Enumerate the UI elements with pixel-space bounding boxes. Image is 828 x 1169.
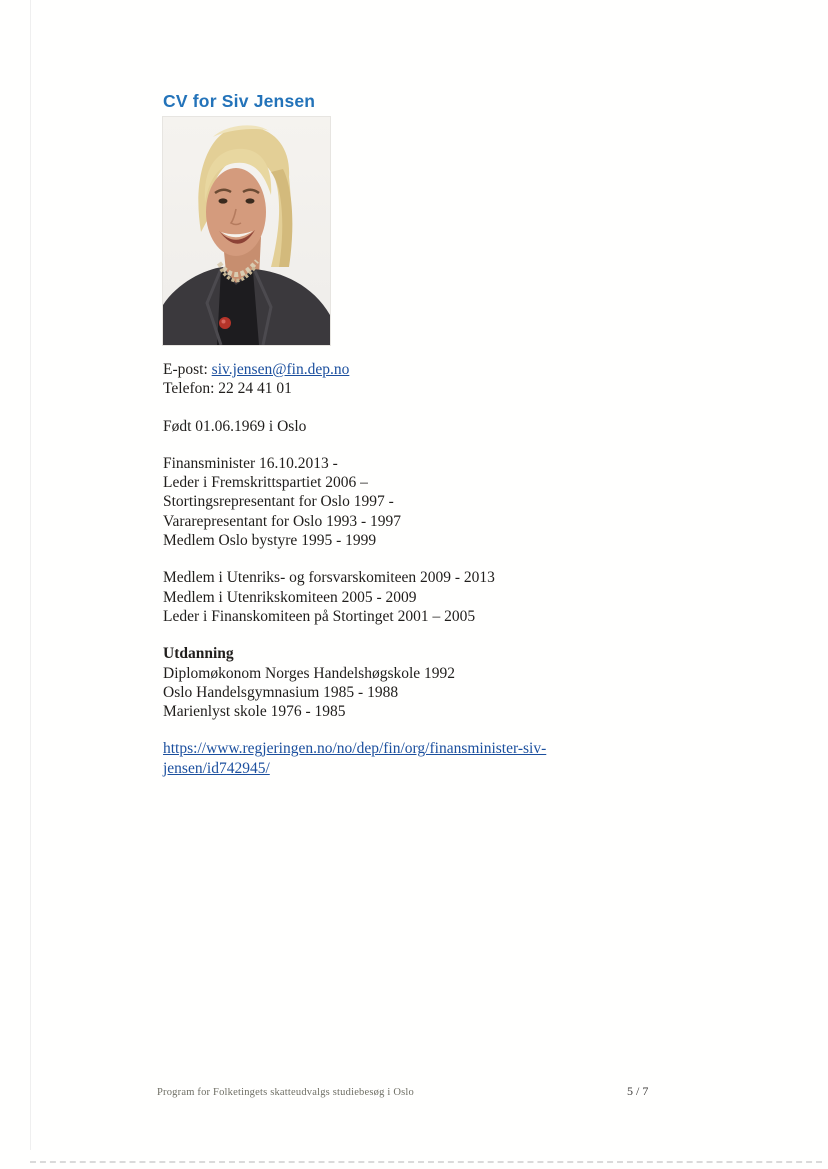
profile-link-block [163, 739, 653, 778]
page-title: CV for Siv Jensen [163, 91, 316, 111]
portrait-illustration [163, 117, 330, 345]
education-line: Diplomøkonom Norges Handelshøgskole 1992 [163, 664, 456, 682]
footer-document-title: Program for Folketingets skatteudvalgs studiebesøg i Oslo [157, 1087, 414, 1098]
profile-url-line2[interactable]: jensen/id742945/ [163, 759, 270, 777]
committee-line: Medlem i Utenrikskomiteen 2005 - 2009 [163, 588, 417, 606]
email-line [163, 360, 653, 379]
contact-block [163, 360, 653, 399]
position-line: Leder i Fremskrittspartiet 2006 – [163, 474, 368, 492]
position-line: Stortingsrepresentant for Oslo 1997 - [163, 493, 394, 511]
education-heading: Utdanning [163, 645, 234, 663]
profile-url-link[interactable] [163, 739, 653, 778]
education-block [163, 644, 653, 721]
born-block [163, 417, 653, 436]
committee-line: Medlem i Utenriks- og forsvarskomiteen 2009 - 2013 [163, 569, 495, 587]
email-label: E-post: [163, 361, 212, 378]
committees-block [163, 568, 653, 626]
position-line: Finansminister 16.10.2013 - [163, 454, 338, 472]
phone-line: Telefon: 22 24 41 01 [163, 380, 292, 398]
position-line: Vararepresentant for Oslo 1993 - 1997 [163, 512, 402, 530]
positions-block [163, 454, 653, 550]
committee-line: Leder i Finanskomiteen på Stortinget 2001 – 2005 [163, 607, 476, 625]
scan-artifact-vertical-line [30, 0, 31, 1150]
education-line: Oslo Handelsgymnasium 1985 - 1988 [163, 683, 399, 701]
education-line: Marienlyst skole 1976 - 1985 [163, 703, 346, 721]
profile-url-line1[interactable]: https://www.regjeringen.no/no/dep/fin/org/finansminister-siv- [163, 740, 547, 758]
born-line: Født 01.06.1969 i Oslo [163, 417, 307, 435]
cv-body [163, 360, 653, 796]
email-link[interactable]: siv.jensen@fin.dep.no [211, 361, 350, 378]
portrait-photo [163, 117, 330, 345]
footer-page-number: 5 / 7 [627, 1084, 649, 1098]
scan-artifact-bottom-line [30, 1161, 822, 1163]
position-line: Medlem Oslo bystyre 1995 - 1999 [163, 532, 377, 550]
red-pin-icon [219, 317, 231, 329]
